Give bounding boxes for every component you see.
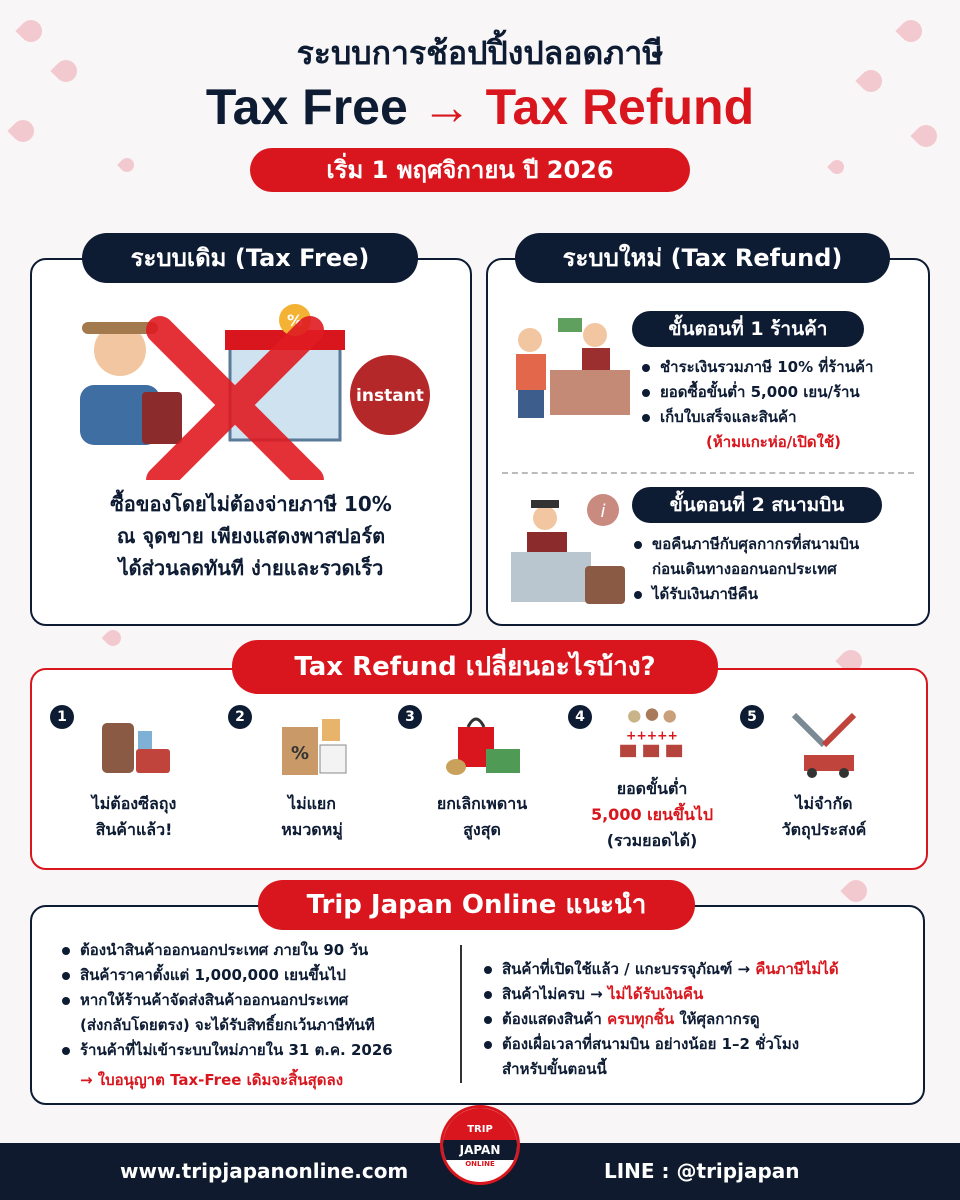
trip-japan-logo <box>440 1105 520 1185</box>
list-item: ยอดซื้อขั้นต่ำ 5,000 เยน/ร้าน <box>638 380 928 405</box>
change-item-4 <box>568 700 736 850</box>
title-from: Tax Free <box>205 79 408 135</box>
item-highlight: ครบทุกชิ้น <box>607 1010 675 1028</box>
change-item-5 <box>740 705 908 855</box>
item-number: 5 <box>740 705 764 729</box>
caption-line: ไม่แยก <box>288 794 336 813</box>
caption-line: 5,000 เยนขึ้นไป <box>590 805 714 824</box>
step1-list <box>638 355 928 455</box>
title-to: Tax Refund <box>485 79 755 135</box>
item-highlight: คืนภาษีไม่ได้ <box>750 960 839 978</box>
website-link[interactable]: www.tripjapanonline.com <box>120 1159 409 1183</box>
recommend-right-list <box>480 957 920 1082</box>
caption-line: วัตถุประสงค์ <box>781 820 867 839</box>
change-item-1 <box>50 705 218 855</box>
item-text: สินค้าที่เปิดใช้แล้ว / แกะบรรจุภัณฑ์ → <box>502 960 751 978</box>
tools-icon <box>784 709 864 779</box>
step2-label: ขั้นตอนที่ 2 สนามบิน <box>632 487 882 523</box>
caption-line: ไม่ต้องซีลถุง <box>91 794 177 813</box>
line-id[interactable]: LINE : @tripjapan <box>604 1159 800 1183</box>
blossom-petal <box>840 875 871 906</box>
list-item <box>480 1007 920 1032</box>
step1-label: ขั้นตอนที่ 1 ร้านค้า <box>632 311 864 347</box>
list-item: ขอคืนภาษีกับศุลกากรที่สนามบิน <box>630 532 925 557</box>
svg-text:%: % <box>290 743 310 764</box>
list-item <box>480 982 920 1007</box>
list-item: ต้องนำสินค้าออกนอกประเทศ ภายใน 90 วัน <box>58 938 458 963</box>
start-date-badge: เริ่ม 1 พฤศจิกายน ปี 2026 <box>250 148 690 192</box>
instant-badge <box>350 355 430 435</box>
change-item-2 <box>228 705 396 855</box>
svg-text:+++++: +++++ <box>626 727 678 743</box>
caption-line: (รวมยอดได้) <box>606 831 698 850</box>
caption-line: ยกเลิกเพดาน <box>436 794 528 813</box>
list-item: ได้รับเงินภาษีคืน <box>630 582 925 607</box>
caption-line: สูงสุด <box>463 820 501 839</box>
list-item: ต้องเผื่อเวลาที่สนามบิน อย่างน้อย 1–2 ชั่วโมง <box>480 1032 920 1057</box>
list-item: ก่อนเดินทางออกนอกประเทศ <box>652 560 837 578</box>
desc-line: ณ จุดขาย เพียงแสดงพาสปอร์ต <box>116 524 386 548</box>
item-number: 4 <box>568 705 592 729</box>
caption-line: หมวดหมู่ <box>281 820 343 839</box>
old-system-description <box>30 488 472 584</box>
desc-line: ซื้อของโดยไม่ต้องจ่ายภาษี 10% <box>110 492 392 516</box>
list-item: สำหรับขั้นตอนนี้ <box>502 1060 607 1078</box>
step1-note: (ห้ามแกะห่อ/เปิดใช้) <box>706 433 841 451</box>
old-system-label: ระบบเดิม (Tax Free) <box>82 233 418 283</box>
title-main <box>0 78 960 136</box>
svg-text:i: i <box>600 501 606 522</box>
logo-text: JAPAN <box>443 1140 517 1160</box>
step2-list <box>630 532 925 607</box>
list-item: ชำระเงินรวมภาษี 10% ที่ร้านค้า <box>638 355 928 380</box>
changes-title: Tax Refund เปลี่ยนอะไรบ้าง? <box>232 640 718 694</box>
list-item: → ใบอนุญาต Tax-Free เดิมจะสิ้นสุดลง <box>80 1071 344 1089</box>
shopping-bag-money-icon <box>442 709 522 779</box>
percent-badge: % <box>286 311 304 330</box>
item-number: 2 <box>228 705 252 729</box>
logo-top: TRIP <box>443 1108 517 1140</box>
caption-line: ยอดขั้นต่ำ <box>616 779 688 798</box>
list-item: สินค้าราคาตั้งแต่ 1,000,000 เยนขึ้นไป <box>58 963 458 988</box>
list-item: หากให้ร้านค้าจัดส่งสินค้าออกนอกประเทศ <box>58 988 458 1013</box>
airport-customs-illustration <box>505 488 635 608</box>
item-highlight: ไม่ได้รับเงินคืน <box>602 985 704 1003</box>
baskets-sum-icon <box>612 704 692 766</box>
arrow-icon: → <box>421 79 472 135</box>
item-text: ให้ศุลกากรดู <box>674 1010 760 1028</box>
divider <box>502 472 914 474</box>
item-number: 3 <box>398 705 422 729</box>
new-system-label: ระบบใหม่ (Tax Refund) <box>515 233 890 283</box>
blossom-petal <box>827 157 847 177</box>
grocery-icon <box>272 709 352 779</box>
caption-line: สินค้าแล้ว! <box>95 820 173 839</box>
svg-text:instant: instant <box>356 386 424 406</box>
old-system-illustration <box>60 300 440 480</box>
recommend-left-list <box>58 938 458 1093</box>
item-text: สินค้าไม่ครบ → <box>502 985 603 1003</box>
logo-sub: ONLINE <box>465 1160 495 1168</box>
change-item-3 <box>398 705 566 855</box>
title-thai: ระบบการช้อปปิ้งปลอดภาษี <box>296 34 664 72</box>
luggage-icon <box>94 709 174 779</box>
list-item: ร้านค้าที่ไม่เข้าระบบใหม่ภายใน 31 ต.ค. 2026 <box>58 1038 458 1063</box>
blossom-petal <box>117 155 137 175</box>
divider <box>460 945 462 1083</box>
list-item: (ส่งกลับโดยตรง) จะได้รับสิทธิ์ยกเว้นภาษีทันที <box>80 1016 375 1034</box>
shop-counter-illustration <box>500 310 630 420</box>
desc-line: ได้ส่วนลดทันที ง่ายและรวดเร็ว <box>118 556 384 580</box>
recommend-title: Trip Japan Online แนะนำ <box>258 880 695 930</box>
list-item <box>480 957 920 982</box>
list-item: เก็บใบเสร็จและสินค้า <box>638 405 928 430</box>
caption-line: ไม่จำกัด <box>795 794 853 813</box>
item-text: ต้องแสดงสินค้า <box>502 1010 608 1028</box>
item-number: 1 <box>50 705 74 729</box>
blossom-petal <box>102 627 125 650</box>
